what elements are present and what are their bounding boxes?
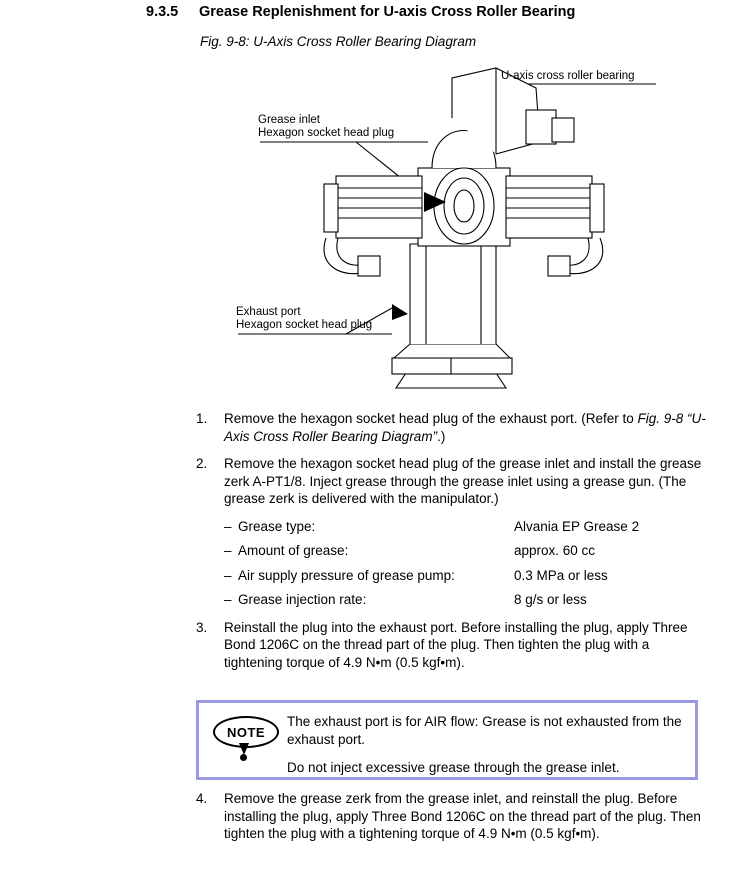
- note-badge-label: NOTE: [213, 716, 279, 748]
- step-number-3: 3.: [196, 619, 208, 635]
- spec-dash: –: [224, 567, 232, 583]
- spec-row: [224, 518, 706, 536]
- figure-label-grease-inlet-line2: Hexagon socket head plug: [258, 127, 395, 139]
- step-1-figure-reference: Fig. 9-8 “U-Axis Cross Roller Bearing Diagram”: [224, 411, 706, 444]
- procedure-step-4: [196, 790, 708, 843]
- spec-dash: –: [224, 592, 232, 607]
- step-number-1: 1.: [196, 411, 208, 426]
- figure-label-grease-inlet: [258, 114, 394, 140]
- note-box: [196, 700, 698, 780]
- robot-wrist-drawing: [196, 58, 706, 403]
- note-badge-dot-icon: [240, 754, 247, 761]
- step-1-text-after: .): [437, 428, 446, 444]
- spec-dash: –: [224, 518, 232, 534]
- figure-label-roller-bearing: U-axis cross roller bearing: [501, 70, 635, 82]
- figure-label-exhaust-port: [236, 306, 372, 332]
- figure-caption: Fig. 9-8: U-Axis Cross Roller Bearing Diagram: [200, 34, 477, 49]
- procedure-step-1: [196, 410, 706, 445]
- spec-value: Alvania EP Grease 2: [514, 518, 640, 534]
- spec-value: 0.3 MPa or less: [514, 567, 608, 583]
- spec-dash: –: [224, 543, 232, 558]
- spec-row: [224, 542, 706, 560]
- section-title: Grease Replenishment for U-axis Cross Roller Bearing: [199, 4, 576, 20]
- step-text-3: Reinstall the plug into the exhaust port. Before installing the plug, apply Three Bond 1206C on the thread part of the plug. Then tighten the plug with a tightening torque of 4.9 N•m (0.5 kgf•m).: [224, 619, 688, 670]
- figure-label-exhaust-port-line2: Hexagon socket head plug: [236, 319, 373, 331]
- procedure-steps: [196, 410, 706, 681]
- spec-row: [224, 591, 706, 609]
- section-number: 9.3.5: [146, 4, 179, 20]
- figure-label-grease-inlet-line1: Grease inlet: [258, 114, 321, 126]
- figure-u-axis-cross-roller-bearing-diagram: [196, 58, 706, 403]
- note-paragraph-1: The exhaust port is for AIR flow: Grease is not exhausted from the exhaust port.: [287, 714, 682, 747]
- spec-value: approx. 60 cc: [514, 543, 596, 558]
- step-text-4: Remove the grease zerk from the grease inlet, and reinstall the plug. Before installing the plug, apply Three Bond 1206C on the thread part of the plug. Then tighten the plug with a tightening torque of 4.9 N•m (0.5 kgf•m).: [224, 791, 701, 841]
- step-number-4: 4.: [196, 791, 208, 806]
- spec-value: 8 g/s or less: [514, 592, 587, 607]
- figure-label-exhaust-port-line1: Exhaust port: [236, 306, 301, 318]
- section-heading: [146, 4, 706, 20]
- step-1-text-before: Remove the hexagon socket head plug of the exhaust port. (Refer to: [224, 411, 638, 426]
- step-number-2: 2.: [196, 456, 208, 471]
- step-text-1: [224, 410, 706, 445]
- spec-label: Grease injection rate:: [238, 592, 367, 607]
- grease-specifications-list: [224, 518, 706, 609]
- note-badge: [213, 716, 281, 762]
- spec-label: Amount of grease:: [238, 543, 349, 558]
- procedure-step-3: [196, 619, 706, 672]
- spec-row: [224, 567, 706, 585]
- note-content: [287, 713, 683, 777]
- spec-label: Air supply pressure of grease pump:: [238, 567, 455, 583]
- note-paragraph-2: Do not inject excessive grease through the grease inlet.: [287, 760, 620, 775]
- step-text-2: Remove the hexagon socket head plug of the grease inlet and install the grease zerk A-PT1/8. Inject grease through the grease inlet using a grease gun. (The grease zerk is delivered with the manipulator.): [224, 456, 702, 506]
- procedure-step-2: [196, 455, 706, 508]
- spec-label: Grease type:: [238, 518, 316, 534]
